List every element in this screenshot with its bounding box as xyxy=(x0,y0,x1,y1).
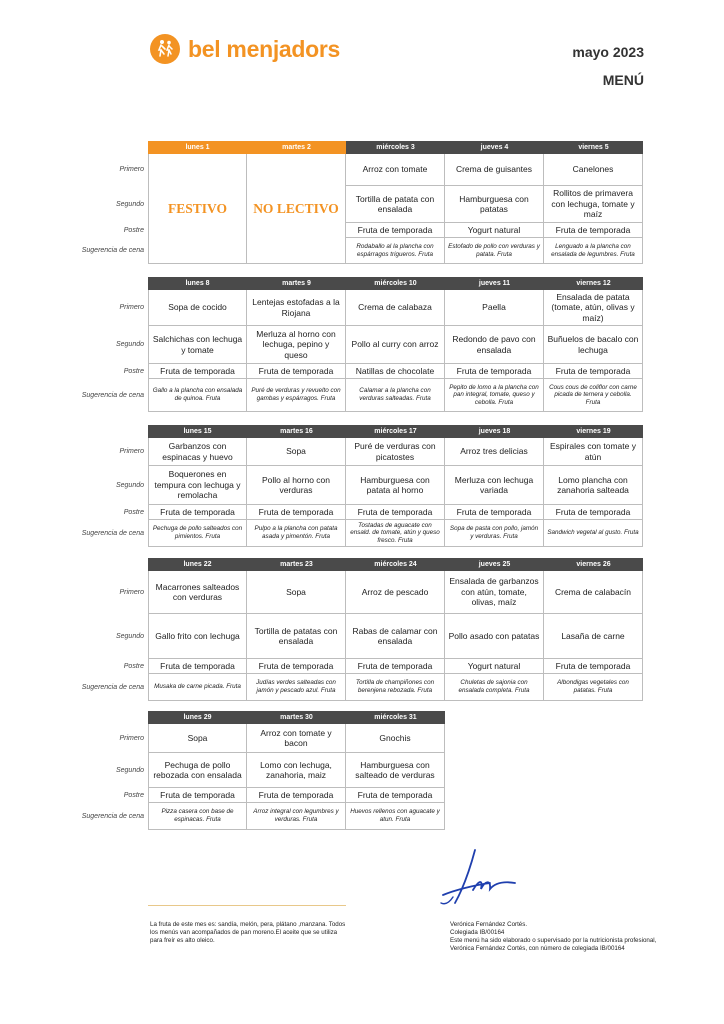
row-label: Postre xyxy=(123,662,144,670)
second-course-cell: Merluza al horno con lechuga, pepino y queso xyxy=(247,326,346,364)
day-header: viernes 12 xyxy=(544,277,643,290)
day-column xyxy=(445,141,544,264)
second-course-cell: Lomo con lechuga, zanahoria, maiz xyxy=(247,753,346,788)
row-label: Segundo xyxy=(115,341,144,348)
row-label: Sugerencia de cena xyxy=(81,529,144,537)
dessert-cell: Fruta de temporada xyxy=(247,364,346,379)
day-header: lunes 8 xyxy=(148,277,247,290)
second-course-cell: Redondo de pavo con ensalada xyxy=(445,326,544,364)
first-course-cell: Gnochis xyxy=(346,724,445,753)
row-label: Primero xyxy=(119,166,144,173)
day-column xyxy=(346,141,445,264)
day-column xyxy=(346,425,445,547)
day-header: miércoles 10 xyxy=(346,277,445,290)
first-course-cell: Crema de calabacín xyxy=(544,571,643,614)
dessert-cell: Fruta de temporada xyxy=(346,659,445,674)
day-column xyxy=(544,277,643,412)
signature-icon xyxy=(435,845,520,915)
day-header: lunes 15 xyxy=(148,425,247,438)
first-course-cell: Sopa xyxy=(247,571,346,614)
dessert-cell: Fruta de temporada xyxy=(148,788,247,803)
dessert-cell: Fruta de temporada xyxy=(346,505,445,520)
day-header: martes 9 xyxy=(247,277,346,290)
row-label: Segundo xyxy=(115,632,144,640)
day-column xyxy=(544,425,643,547)
first-course-cell: Paella xyxy=(445,290,544,326)
dinner-suggestion-cell: Pechuga de pollo salteados con pimientos. Fruta xyxy=(148,520,247,547)
row-label: Postre xyxy=(123,226,144,234)
dinner-suggestion-cell: Sandwich vegetal al gusto. Fruta xyxy=(544,520,643,547)
dinner-suggestion-cell: Arroz integral con legumbres y verduras. Fruta xyxy=(247,803,346,830)
dinner-suggestion-cell: Musaka de carne picada. Fruta xyxy=(148,674,247,701)
first-course-cell: Macarrones salteados con verduras xyxy=(148,571,247,614)
dinner-suggestion-cell: Judías verdes salteadas con jamón y pescado azul. Fruta xyxy=(247,674,346,701)
day-header: miércoles 3 xyxy=(346,141,445,154)
first-course-cell: Ensalada de garbanzos con atún, tomate, olivas, maíz xyxy=(445,571,544,614)
second-course-cell: Pollo asado con patatas xyxy=(445,614,544,659)
dessert-cell: Fruta de temporada xyxy=(544,223,643,238)
first-course-cell: Sopa de cocido xyxy=(148,290,247,326)
day-header: jueves 18 xyxy=(445,425,544,438)
dessert-cell: Fruta de temporada xyxy=(247,659,346,674)
dinner-suggestion-cell: Rodaballo al la plancha con espárragos trigueros. Fruta xyxy=(346,238,445,264)
dinner-suggestion-cell: Sopa de pasta con pollo, jamón y verduras. Fruta xyxy=(445,520,544,547)
day-column xyxy=(247,141,346,264)
dietitian-note: Este menú ha sido elaborado o supervisado por la nutricionista profesional, Verónica Fernández Cortés, con número de colegiada IB/00164 xyxy=(450,937,657,952)
second-course-cell: Merluza con lechuga variada xyxy=(445,466,544,505)
dinner-suggestion-cell: Pulpo a la plancha con patata asada y pimentón. Fruta xyxy=(247,520,346,547)
day-column xyxy=(544,558,643,701)
day-column xyxy=(148,711,247,830)
second-course-cell: Rabas de calamar con ensalada xyxy=(346,614,445,659)
dessert-cell: Fruta de temporada xyxy=(247,788,346,803)
day-column xyxy=(346,711,445,830)
day-header: martes 2 xyxy=(247,141,346,154)
day-header: martes 16 xyxy=(247,425,346,438)
dinner-suggestion-cell: Huevos rellenos con aguacate y atun. Fruta xyxy=(346,803,445,830)
first-course-cell: Sopa xyxy=(247,438,346,466)
day-header: viernes 26 xyxy=(544,558,643,571)
second-course-cell: Pollo al horno con verduras xyxy=(247,466,346,505)
brand-logo xyxy=(150,34,340,64)
dessert-cell: Natillas de chocolate xyxy=(346,364,445,379)
dessert-cell: Yogurt natural xyxy=(445,659,544,674)
first-course-cell: Lentejas estofadas a la Riojana xyxy=(247,290,346,326)
dietitian-name: Verónica Fernández Cortés. xyxy=(450,921,528,928)
dessert-cell: Fruta de temporada xyxy=(247,505,346,520)
day-header: jueves 4 xyxy=(445,141,544,154)
first-course-cell: Crema de calabaza xyxy=(346,290,445,326)
dessert-cell: Fruta de temporada xyxy=(148,364,247,379)
first-course-cell: Garbanzos con espinacas y huevo xyxy=(148,438,247,466)
day-header: martes 30 xyxy=(247,711,346,724)
second-course-cell: Rollitos de primavera con lechuga, tomate y maíz xyxy=(544,186,643,223)
dessert-cell: Fruta de temporada xyxy=(445,505,544,520)
dessert-cell: Fruta de temporada xyxy=(148,659,247,674)
day-header: miércoles 17 xyxy=(346,425,445,438)
brand-name: bel menjadors xyxy=(188,35,341,62)
row-label: Sugerencia de cena xyxy=(81,247,144,254)
row-label: Primero xyxy=(119,734,144,742)
day-column xyxy=(148,277,247,412)
dinner-suggestion-cell: Lenguado a la plancha con ensalada de legumbres. Fruta xyxy=(544,238,643,264)
day-column xyxy=(346,558,445,701)
holiday-label: NO LECTIVO xyxy=(247,154,346,264)
day-column xyxy=(148,558,247,701)
page-header xyxy=(0,0,724,110)
row-label: Postre xyxy=(123,367,144,375)
first-course-cell: Arroz tres delicias xyxy=(445,438,544,466)
day-column xyxy=(247,425,346,547)
dessert-cell: Fruta de temporada xyxy=(346,788,445,803)
row-label: Primero xyxy=(119,304,144,311)
row-label: Postre xyxy=(123,791,144,799)
second-course-cell: Lomo plancha con zanahoria salteada xyxy=(544,466,643,505)
row-label: Sugerencia de cena xyxy=(81,683,144,691)
row-label: Segundo xyxy=(115,200,144,208)
row-label: Segundo xyxy=(115,766,144,774)
second-course-cell: Hamburguesa con patatas xyxy=(445,186,544,223)
dessert-cell: Fruta de temporada xyxy=(544,505,643,520)
row-label: Postre xyxy=(123,508,144,516)
day-column xyxy=(445,277,544,412)
day-column xyxy=(247,711,346,830)
first-course-cell: Arroz de pescado xyxy=(346,571,445,614)
dessert-cell: Fruta de temporada xyxy=(544,659,643,674)
day-column xyxy=(346,277,445,412)
second-course-cell: Tortilla de patata con ensalada xyxy=(346,186,445,223)
day-header: jueves 11 xyxy=(445,277,544,290)
dinner-suggestion-cell: Estofado de pollo con verduras y patata. Fruta xyxy=(445,238,544,264)
day-column xyxy=(148,425,247,547)
fruit-note: La fruta de este mes es: sandía, melón, pera, plátano ,manzana. Todos los menús van acompañados de pan moreno.El aceite que se utiliza para freír es alto oleico. xyxy=(150,921,346,944)
row-label: Sugerencia de cena xyxy=(81,391,144,399)
dinner-suggestion-cell: Chuletas de sajonia con ensalada completa. Fruta xyxy=(445,674,544,701)
second-course-cell: Hamburguesa con salteado de verduras xyxy=(346,753,445,788)
first-course-cell: Arroz con tomate y bacon xyxy=(247,724,346,753)
second-course-cell: Gallo frito con lechuga xyxy=(148,614,247,659)
dietitian-id: Colegiada IB/00164 xyxy=(450,929,505,936)
row-label: Sugerencia de cena xyxy=(81,812,144,820)
dinner-suggestion-cell: Pizza casera con base de espinacas. Fruta xyxy=(148,803,247,830)
row-label: Primero xyxy=(119,588,144,596)
day-header: lunes 29 xyxy=(148,711,247,724)
day-header: viernes 5 xyxy=(544,141,643,154)
second-course-cell: Lasaña de carne xyxy=(544,614,643,659)
day-column xyxy=(148,141,247,264)
row-label: Segundo xyxy=(115,481,144,489)
menu-label: MENÚ xyxy=(602,72,644,88)
second-course-cell: Hamburguesa con patata al horno xyxy=(346,466,445,505)
second-course-cell: Boquerones en tempura con lechuga y remolacha xyxy=(148,466,247,505)
dinner-suggestion-cell: Puré de verduras y revuelto con gambas y espárragos. Fruta xyxy=(247,379,346,412)
dietitian-credit xyxy=(450,921,660,953)
dinner-suggestion-cell: Pepito de lomo a la plancha con pan integral, tomate, queso y cebolla. Fruta xyxy=(445,379,544,412)
dessert-cell: Fruta de temporada xyxy=(445,364,544,379)
day-header: lunes 22 xyxy=(148,558,247,571)
dinner-suggestion-cell: Tostadas de aguacate con ensald. de tomate, atún y queso fresco. Fruta xyxy=(346,520,445,547)
first-course-cell: Arroz con tomate xyxy=(346,154,445,186)
day-header: jueves 25 xyxy=(445,558,544,571)
day-column xyxy=(445,425,544,547)
second-course-cell: Tortilla de patatas con ensalada xyxy=(247,614,346,659)
dessert-cell: Fruta de temporada xyxy=(148,505,247,520)
dinner-suggestion-cell: Albondigas vegetales con patatas. Fruta xyxy=(544,674,643,701)
day-header: miércoles 24 xyxy=(346,558,445,571)
first-course-cell: Espirales con tomate y atún xyxy=(544,438,643,466)
second-course-cell: Pechuga de pollo rebozada con ensalada xyxy=(148,753,247,788)
footer-divider xyxy=(148,905,346,906)
dessert-cell: Yogurt natural xyxy=(445,223,544,238)
day-header: martes 23 xyxy=(247,558,346,571)
second-course-cell: Pollo al curry con arroz xyxy=(346,326,445,364)
month-title: mayo 2023 xyxy=(572,44,644,60)
dinner-suggestion-cell: Calamar a la plancha con verduras salteadas. Fruta xyxy=(346,379,445,412)
day-header: lunes 1 xyxy=(148,141,247,154)
dinner-suggestion-cell: Tortilla de champiñones con berenjena rebozada. Fruta xyxy=(346,674,445,701)
day-header: miércoles 31 xyxy=(346,711,445,724)
day-column xyxy=(247,277,346,412)
first-course-cell: Puré de verduras con picatostes xyxy=(346,438,445,466)
running-children-icon xyxy=(150,34,180,64)
dinner-suggestion-cell: Gallo a la plancha con ensalada de quinoa. Fruta xyxy=(148,379,247,412)
dessert-cell: Fruta de temporada xyxy=(544,364,643,379)
first-course-cell: Canelones xyxy=(544,154,643,186)
dinner-suggestion-cell: Cous cous de coliflor con carne picada de ternera y cebolla. Fruta xyxy=(544,379,643,412)
holiday-label: FESTIVO xyxy=(148,154,247,264)
dessert-cell: Fruta de temporada xyxy=(346,223,445,238)
day-header: viernes 19 xyxy=(544,425,643,438)
day-column xyxy=(445,558,544,701)
row-label: Primero xyxy=(119,448,144,455)
first-course-cell: Ensalada de patata (tomate, atún, olivas y maíz) xyxy=(544,290,643,326)
day-column xyxy=(247,558,346,701)
first-course-cell: Sopa xyxy=(148,724,247,753)
first-course-cell: Crema de guisantes xyxy=(445,154,544,186)
second-course-cell: Buñuelos de bacalo con lechuga xyxy=(544,326,643,364)
second-course-cell: Salchichas con lechuga y tomate xyxy=(148,326,247,364)
day-column xyxy=(544,141,643,264)
